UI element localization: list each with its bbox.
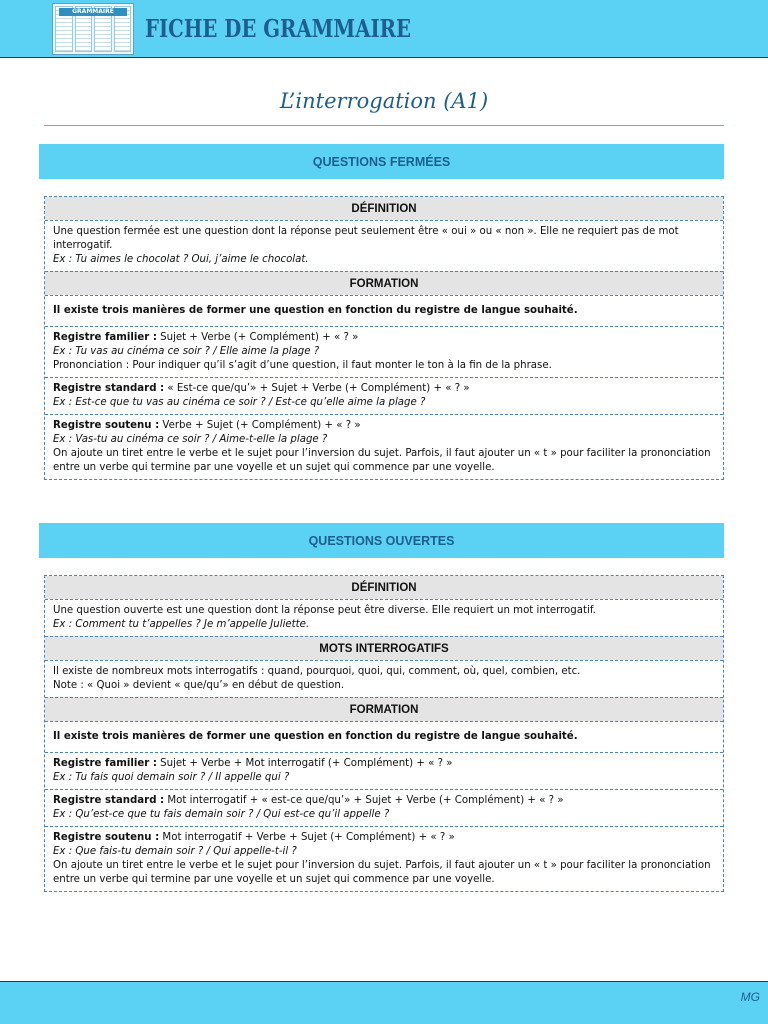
definition-cell bbox=[45, 599, 723, 636]
register-label: Registre standard : bbox=[53, 383, 165, 394]
register-familiar bbox=[45, 326, 723, 377]
register-standard bbox=[45, 377, 723, 414]
register-standard bbox=[45, 789, 723, 826]
definition-example: Ex : Tu aimes le chocolat ? Oui, j’aime le chocolat. bbox=[53, 254, 309, 265]
grammar-logo bbox=[52, 3, 134, 55]
register-example: Ex : Qu’est-ce que tu fais demain soir ? / Qui est-ce qu’il appelle ? bbox=[53, 809, 390, 820]
register-familiar bbox=[45, 752, 723, 789]
page-title: L’interrogation (A1) bbox=[279, 89, 489, 113]
header-title: FICHE DE GRAMMAIRE bbox=[145, 14, 412, 43]
register-note: Prononciation : Pour indiquer qu’il s’agit d’une question, il faut monter le ton à la fin de la phrase. bbox=[53, 360, 552, 371]
register-rule: Mot interrogatif + « est-ce que/qu’» + Sujet + Verbe (+ Complément) + « ? » bbox=[164, 795, 564, 806]
formation-intro: Il existe trois manières de former une question en fonction du registre de langue souhaité. bbox=[45, 721, 723, 752]
register-rule: Mot interrogatif + Verbe + Sujet (+ Complément) + « ? » bbox=[159, 832, 455, 843]
open-questions-table bbox=[44, 575, 724, 892]
register-label: Registre soutenu : bbox=[53, 420, 160, 431]
definition-cell bbox=[45, 220, 723, 271]
formation-intro: Il existe trois manières de former une question en fonction du registre de langue souhaité. bbox=[45, 295, 723, 326]
interrogative-words-note: Note : « Quoi » devient « que/qu’» en début de question. bbox=[53, 680, 345, 691]
definition-example: Ex : Comment tu t’appelles ? Je m’appelle Juliette. bbox=[53, 619, 310, 630]
definition-header: DÉFINITION bbox=[45, 197, 723, 220]
page-footer bbox=[0, 981, 768, 1024]
section-open-questions: QUESTIONS OUVERTES bbox=[39, 523, 724, 558]
register-rule: Sujet + Verbe + Mot interrogatif (+ Complément) + « ? » bbox=[156, 758, 453, 769]
register-example: Ex : Vas-tu au cinéma ce soir ? / Aime-t-elle la plage ? bbox=[53, 434, 328, 445]
register-example: Ex : Tu vas au cinéma ce soir ? / Elle aime la plage ? bbox=[53, 346, 320, 357]
register-formal bbox=[45, 414, 723, 479]
page-header bbox=[0, 0, 768, 58]
register-label: Registre familier : bbox=[53, 332, 157, 343]
register-label: Registre soutenu : bbox=[53, 832, 160, 843]
closed-questions-table bbox=[44, 196, 724, 480]
definition-header: DÉFINITION bbox=[45, 576, 723, 599]
register-note: On ajoute un tiret entre le verbe et le sujet pour l’inversion du sujet. Parfois, il faut ajouter un « t » pour faciliter la prononciation entre un verbe qui termine par une voyelle et un sujet qui commence par une voyelle. bbox=[53, 860, 711, 885]
register-rule: Sujet + Verbe (+ Complément) + « ? » bbox=[156, 332, 359, 343]
register-label: Registre standard : bbox=[53, 795, 165, 806]
register-formal bbox=[45, 826, 723, 891]
interrogative-words-cell bbox=[45, 660, 723, 697]
author-initials: MG bbox=[740, 990, 760, 1004]
register-rule: « Est-ce que/qu’» + Sujet + Verbe (+ Complément) + « ? » bbox=[164, 383, 470, 394]
definition-text: Une question fermée est une question dont la réponse peut seulement être « oui » ou « non ». Elle ne requiert pas de mot interrogatif. bbox=[53, 226, 679, 251]
formation-header: FORMATION bbox=[45, 697, 723, 721]
register-label: Registre familier : bbox=[53, 758, 157, 769]
definition-text: Une question ouverte est une question dont la réponse peut être diverse. Elle requiert un mot interrogatif. bbox=[53, 605, 596, 616]
interrogative-words-header: MOTS INTERROGATIFS bbox=[45, 636, 723, 660]
logo-label: GRAMMAIRE bbox=[59, 8, 127, 16]
register-example: Ex : Est-ce que tu vas au cinéma ce soir ? / Est-ce qu’elle aime la plage ? bbox=[53, 397, 426, 408]
register-note: On ajoute un tiret entre le verbe et le sujet pour l’inversion du sujet. Parfois, il faut ajouter un « t » pour faciliter la prononciation entre un verbe qui termine par une voyelle et un sujet qui commence par une voyelle. bbox=[53, 448, 711, 473]
interrogative-words-text: Il existe de nombreux mots interrogatifs : quand, pourquoi, quoi, qui, comment, où, quel, combien, etc. bbox=[53, 666, 581, 677]
register-rule: Verbe + Sujet (+ Complément) + « ? » bbox=[159, 420, 361, 431]
section-closed-questions: QUESTIONS FERMÉES bbox=[39, 144, 724, 179]
register-example: Ex : Que fais-tu demain soir ? / Qui appelle-t-il ? bbox=[53, 846, 297, 857]
formation-header: FORMATION bbox=[45, 271, 723, 295]
register-example: Ex : Tu fais quoi demain soir ? / Il appelle qui ? bbox=[53, 772, 290, 783]
title-divider bbox=[44, 125, 724, 126]
